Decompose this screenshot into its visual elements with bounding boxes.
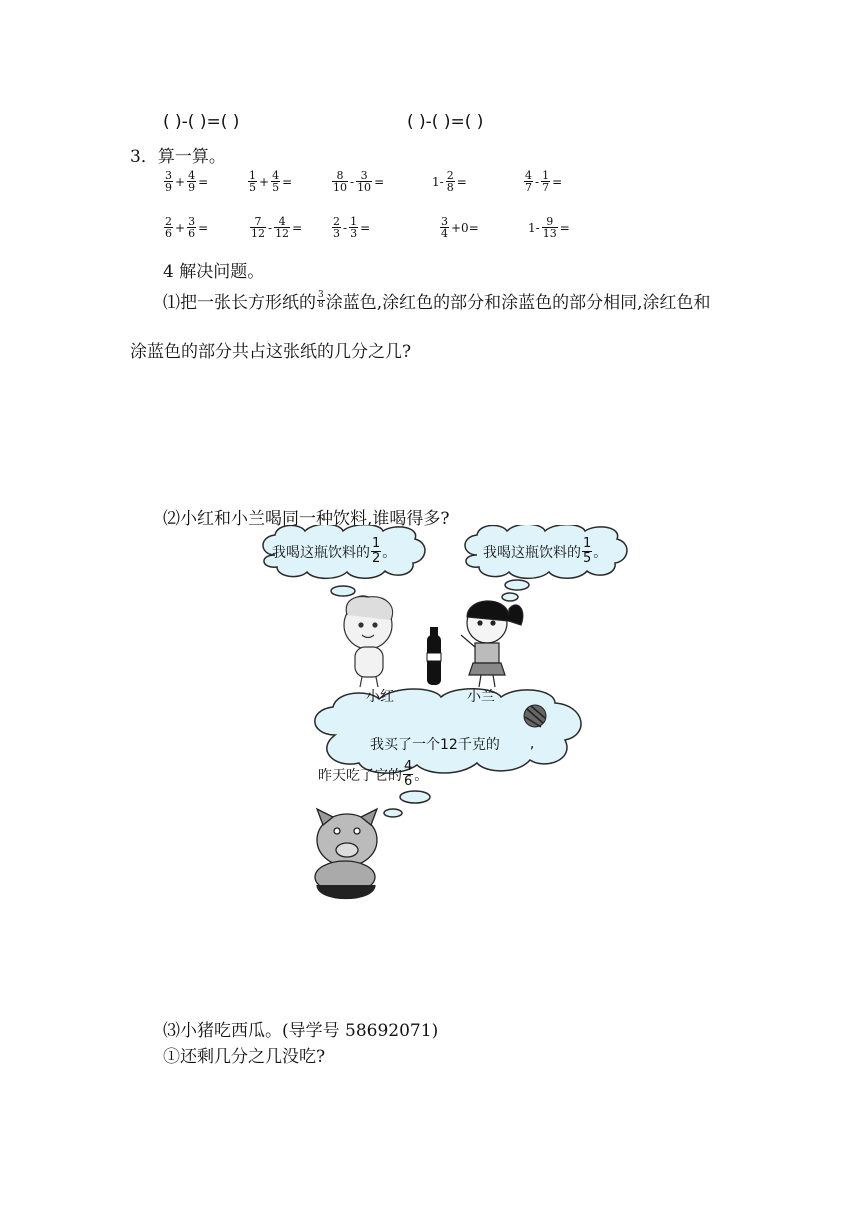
question-1-line-1 <box>163 288 711 313</box>
equals-sign: = <box>374 174 385 189</box>
denominator: 3 <box>350 227 358 240</box>
name-xiaolan: 小兰 <box>467 689 495 705</box>
fraction-b <box>187 170 196 193</box>
question-1-line-2: 涂蓝色的部分共占这张纸的几分之几? <box>130 342 412 362</box>
denominator: 6 <box>165 227 172 240</box>
denominator: 12 <box>251 227 265 240</box>
calc-expression <box>439 216 480 239</box>
numerator: 4 <box>525 169 532 182</box>
bubble-right-fraction: $\frac{1}{5}$ <box>583 536 592 566</box>
numerator: 2 <box>333 215 340 228</box>
fraction-a <box>332 216 341 239</box>
denominator: 8 <box>446 181 454 194</box>
watermelon-icon <box>524 705 546 727</box>
numerator: 9 <box>546 215 554 228</box>
pig-figure-icon <box>315 809 377 899</box>
denominator: 10 <box>357 181 372 194</box>
lead-term: 1- <box>432 174 444 189</box>
operator: + <box>259 174 270 189</box>
fraction-b <box>446 170 455 193</box>
denominator: 9 <box>165 181 172 194</box>
denominator: 4 <box>441 227 448 240</box>
illustration <box>255 525 645 905</box>
numerator: 3 <box>165 169 172 182</box>
numerator: 8 <box>336 169 344 182</box>
numerator: 2 <box>165 215 172 228</box>
question-3: ⑶小猪吃西瓜。(导学号 58692071) <box>163 1021 439 1041</box>
calc-expression <box>331 170 385 193</box>
fraction-a <box>164 170 173 193</box>
bubble-left-text: 我喝这瓶饮料的 $\frac{1}{2}$ 。 <box>272 536 397 566</box>
numerator: 4 <box>278 215 286 228</box>
section3-title: 3．算一算。 <box>130 147 226 167</box>
denominator: 13 <box>542 227 557 240</box>
xiaolan-figure-icon <box>461 601 523 687</box>
name-xiaohong: 小红 <box>366 689 394 705</box>
calc-expression <box>247 170 293 193</box>
denominator: 5 <box>249 181 256 194</box>
equals-sign: = <box>198 174 209 189</box>
operator: + <box>175 220 186 235</box>
fraction-a <box>164 216 173 239</box>
pig-bubble-line-1: 我买了一个12千克的 , <box>370 736 535 753</box>
denominator: 3 <box>333 227 340 240</box>
fraction-b <box>274 216 290 239</box>
numerator: 3 <box>441 215 448 228</box>
question-1-fraction: $\frac{3}{8}$ <box>318 290 324 310</box>
equals-sign: = <box>292 220 303 235</box>
fraction-a <box>250 216 266 239</box>
operator: - <box>350 174 355 189</box>
equals-sign: = <box>552 174 563 189</box>
denominator: 7 <box>525 181 532 194</box>
pig-bubble-fraction: $\frac{4}{6}$ <box>404 759 413 789</box>
blank-equation-right: ( )-( )=( ) <box>407 112 484 132</box>
question-1-prefix: ⑴把一张长方形纸的 <box>163 293 316 313</box>
blank-equation-left: ( )-( )=( ) <box>163 112 240 132</box>
calc-expression <box>523 170 563 193</box>
fraction-a <box>332 170 348 193</box>
drink-bottle-icon <box>427 627 441 685</box>
numerator: 4 <box>272 169 280 182</box>
numerator: 3 <box>188 215 196 228</box>
equals-sign: = <box>559 220 570 235</box>
equals-sign: = <box>360 220 371 235</box>
fraction-a <box>440 216 449 239</box>
fraction-b <box>349 216 358 239</box>
fraction-b <box>541 170 550 193</box>
tail-term: +0= <box>451 220 479 235</box>
numerator: 4 <box>188 169 196 182</box>
operator: - <box>535 174 540 189</box>
denominator: 10 <box>333 181 347 194</box>
numerator: 1 <box>249 169 256 182</box>
calc-expression <box>431 170 468 193</box>
fraction-b <box>271 170 280 193</box>
question-1-suffix: 涂蓝色,涂红色的部分和涂蓝色的部分相同,涂红色和 <box>325 293 711 313</box>
numerator: 1 <box>542 169 550 182</box>
section4-title: 4 解决问题。 <box>163 262 265 282</box>
calc-expression <box>163 216 209 239</box>
equals-sign: = <box>282 174 293 189</box>
question-2: ⑵小红和小兰喝同一种饮料,谁喝得多? <box>163 509 450 529</box>
fraction-b <box>187 216 196 239</box>
operator: - <box>343 220 348 235</box>
fraction-a <box>248 170 257 193</box>
bubble-right-text: 我喝这瓶饮料的 $\frac{1}{5}$ 。 <box>483 536 608 566</box>
fraction-a <box>524 170 533 193</box>
calc-expression <box>527 216 571 239</box>
bubble-left-fraction: $\frac{1}{2}$ <box>372 536 381 566</box>
denominator: 12 <box>275 227 290 240</box>
calc-expression <box>249 216 303 239</box>
lead-term: 1- <box>528 220 540 235</box>
equals-sign: = <box>198 220 209 235</box>
denominator: 6 <box>188 227 196 240</box>
numerator: 3 <box>360 169 368 182</box>
operator: - <box>268 220 273 235</box>
calc-expression <box>331 216 371 239</box>
xiaohong-figure-icon <box>344 597 393 687</box>
calc-expression <box>163 170 209 193</box>
numerator: 2 <box>446 169 454 182</box>
operator: + <box>175 174 186 189</box>
denominator: 5 <box>272 181 280 194</box>
fraction-b <box>542 216 558 239</box>
numerator: 1 <box>350 215 358 228</box>
question-3-sub-1: ①还剩几分之几没吃? <box>163 1047 326 1067</box>
numerator: 7 <box>254 215 262 228</box>
pig-bubble-line-2: 昨天吃了它的 $\frac{4}{6}$ 。 <box>318 759 429 789</box>
equals-sign: = <box>456 174 467 189</box>
fraction-b <box>356 170 372 193</box>
denominator: 9 <box>188 181 196 194</box>
denominator: 7 <box>542 181 550 194</box>
